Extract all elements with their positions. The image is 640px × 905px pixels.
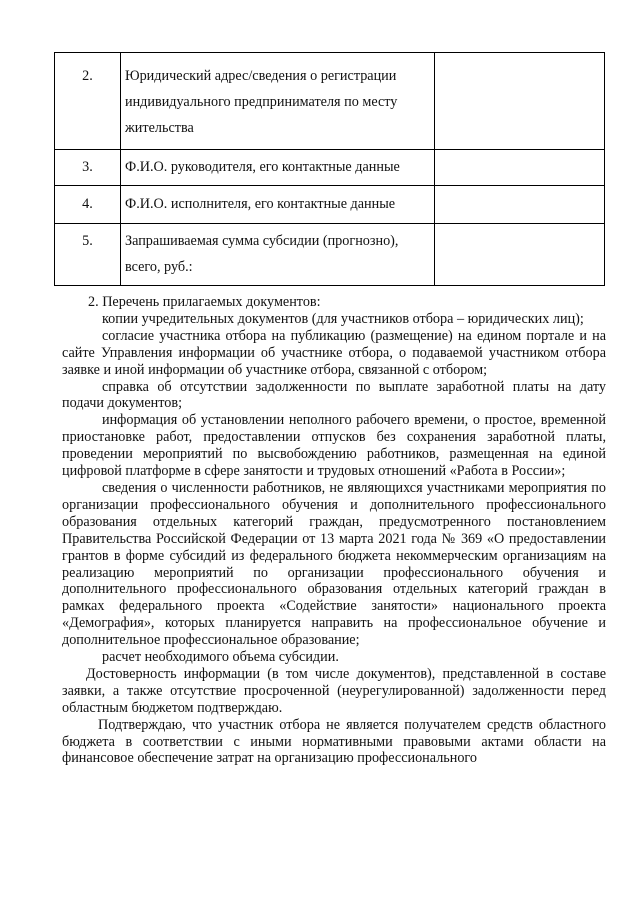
row-number: 3.	[55, 150, 121, 186]
document-body	[62, 294, 606, 767]
row-number: 4.	[55, 186, 121, 224]
table-row	[55, 224, 605, 286]
confirmation-paragraph: Достоверность информации (в том числе документов), представленной в составе заявки, а также отсутствие просроченной (неурегулированной) задолженности перед областным бюджетом подтверждаю.	[62, 665, 606, 716]
document-list-item: копии учредительных документов (для участников отбора – юридических лиц);	[102, 310, 584, 327]
table-row	[55, 186, 605, 224]
row-value-cell	[435, 150, 605, 186]
table-row	[55, 150, 605, 186]
row-number: 5.	[55, 224, 121, 286]
document-list-item: согласие участника отбора на публикацию (размещение) на едином портале и на сайте Управления информации об участнике отбора, о подаваемой участником отбора заявке и иной информации об участнике отбора, связанной с отбором;	[62, 327, 606, 378]
table-row	[55, 53, 605, 150]
application-table	[54, 52, 605, 286]
row-label: Ф.И.О. руководителя, его контактные данные	[121, 150, 435, 186]
confirmation-paragraph: Подтверждаю, что участник отбора не является получателем средств областного бюджета в соответствии с иными нормативными правовыми актами области на финансовое обеспечение затрат на организацию профессионального	[62, 716, 606, 767]
section-heading: 2. Перечень прилагаемых документов:	[88, 294, 321, 310]
document-list-item: информация об установлении неполного рабочего времени, о простое, временной приостановке работ, предоставлении отпусков без сохранения заработной платы, проведении мероприятий по высвобождению работников, размещенная на единой цифровой платформе в сфере занятости и трудовых отношений «Работа в России»;	[62, 412, 606, 480]
document-list-item: расчет необходимого объема субсидии.	[102, 649, 339, 666]
document-list-item: справка об отсутствии задолженности по выплате заработной платы на дату подачи документов;	[62, 378, 606, 412]
row-value-cell	[435, 53, 605, 150]
row-label: Ф.И.О. исполнителя, его контактные данные	[121, 186, 435, 224]
row-number: 2.	[55, 53, 121, 150]
document-list-item: сведения о численности работников, не являющихся участниками мероприятия по организации профессионального обучения и дополнительного профессионального образования отдельных категорий граждан, предусмотренного постановлением Правительства Российской Федерации от 13 марта 2021 года № 369 «О предоставлении грантов в форме субсидий из федерального бюджета некоммерческим организациям на реализацию мероприятий по организации профессионального обучения и дополнительного профессионального образования отдельных категорий граждан в рамках федерального проекта «Содействие занятости» национального проекта «Демография», которых планируется направить на профессиональное обучение и дополнительное профессиональное образование;	[62, 479, 606, 649]
row-value-cell	[435, 224, 605, 286]
row-label: Юридический адрес/сведения о регистрации индивидуального предпринимателя по месту жительства	[121, 53, 435, 150]
row-label: Запрашиваемая сумма субсидии (прогнозно), всего, руб.:	[121, 224, 435, 286]
row-value-cell	[435, 186, 605, 224]
